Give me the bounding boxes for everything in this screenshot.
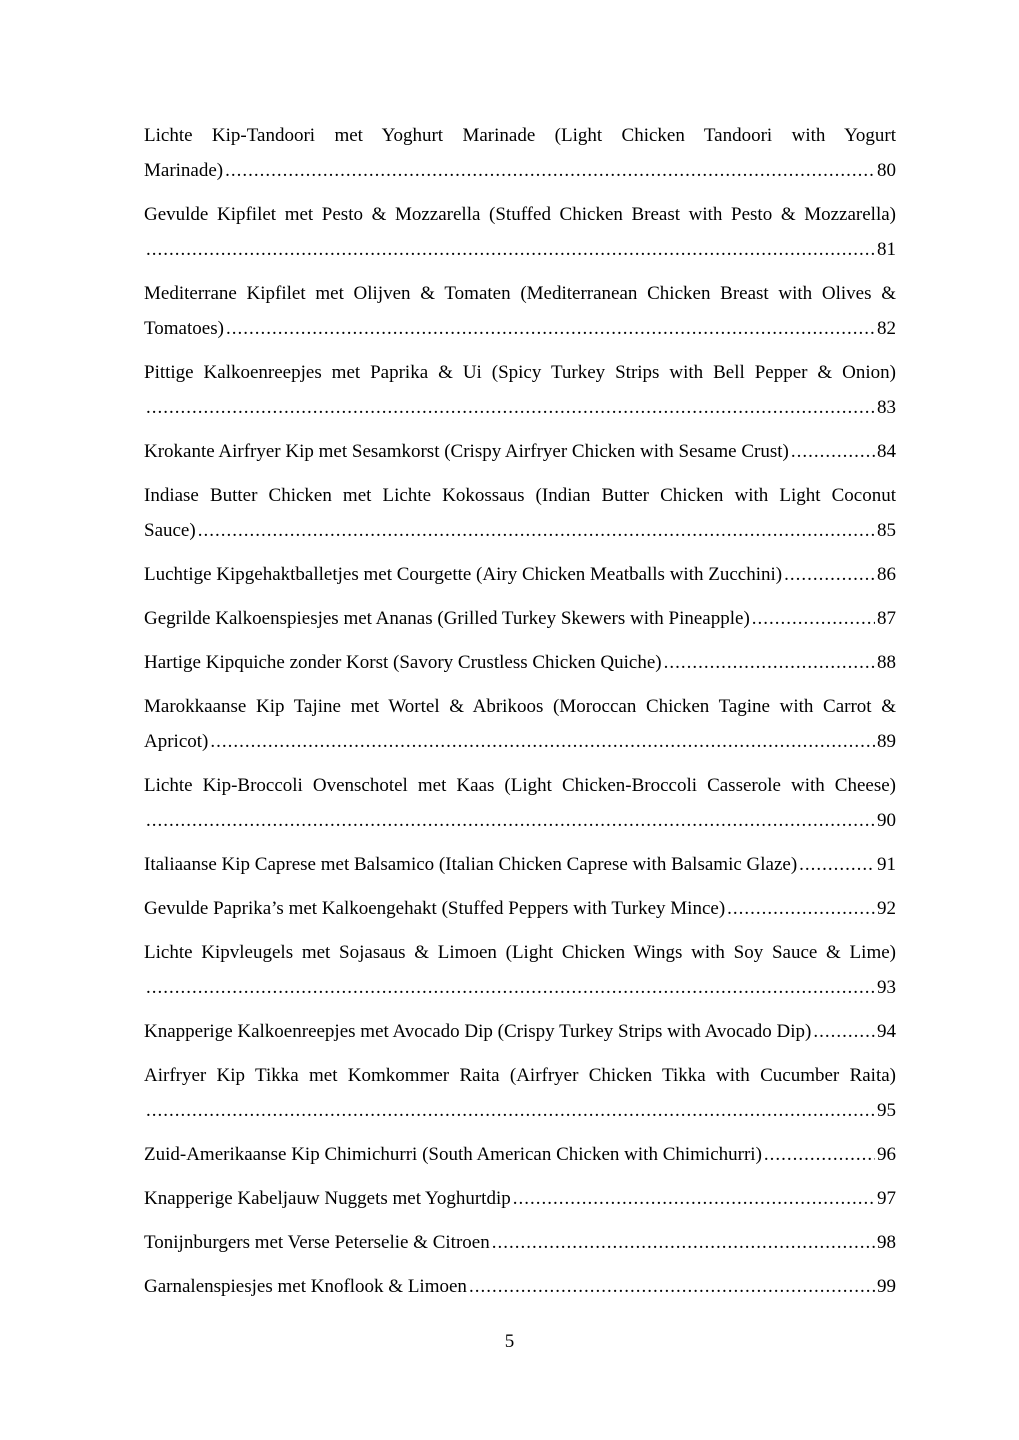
toc-page-number: 81: [877, 239, 896, 260]
toc-entry[interactable]: [144, 689, 896, 759]
toc-entry-title: Gevulde Paprika’s met Kalkoengehakt (Stuffed Peppers with Turkey Mince): [144, 898, 726, 919]
toc-page-number: 83: [877, 397, 896, 418]
dot-leader: [513, 1181, 875, 1216]
dot-leader: [492, 1225, 875, 1260]
dot-leader: [198, 513, 875, 548]
dot-leader: [146, 1093, 875, 1128]
toc-entry-title: Lichte Kip-Broccoli Ovenschotel met Kaas (Light Chicken-Broccoli Casserole with Cheese): [144, 775, 896, 796]
dot-leader: [664, 645, 875, 680]
toc-page-number: 91: [877, 854, 896, 875]
toc-entry[interactable]: [144, 276, 896, 346]
toc-page-number: 93: [877, 977, 896, 998]
toc-entry-title: Italiaanse Kip Caprese met Balsamico (Italian Chicken Caprese with Balsamic Glaze): [144, 854, 798, 875]
toc-entry-title: Indiase Butter Chicken met Lichte Kokossaus (Indian Butter Chicken with Light Coconut: [144, 485, 896, 506]
dot-leader: [799, 847, 875, 882]
toc-page-number: 80: [877, 160, 896, 181]
toc-entry-title-continued: Marinade): [144, 160, 224, 181]
toc-entry[interactable]: [144, 645, 896, 680]
dot-leader: [210, 724, 875, 759]
toc-page-number: 90: [877, 810, 896, 831]
toc-page-number: 96: [877, 1144, 896, 1165]
toc-entry[interactable]: [144, 557, 896, 592]
toc-page-number: 92: [877, 898, 896, 919]
toc-entry-title: Pittige Kalkoenreepjes met Paprika & Ui (Spicy Turkey Strips with Bell Pepper & Onion): [144, 362, 896, 383]
toc-entry[interactable]: [144, 478, 896, 548]
dot-leader: [146, 390, 875, 425]
dot-leader: [791, 434, 875, 469]
dot-leader: [146, 803, 875, 838]
toc-entry[interactable]: [144, 1269, 896, 1304]
toc-entry-title: Gegrilde Kalkoenspiesjes met Ananas (Grilled Turkey Skewers with Pineapple): [144, 608, 750, 629]
toc-entry-title: Airfryer Kip Tikka met Komkommer Raita (Airfryer Chicken Tikka with Cucumber Raita): [144, 1065, 896, 1086]
toc-entry-title: Zuid-Amerikaanse Kip Chimichurri (South American Chicken with Chimichurri): [144, 1144, 762, 1165]
toc-entry-title: Lichte Kipvleugels met Sojasaus & Limoen (Light Chicken Wings with Soy Sauce & Lime): [144, 942, 896, 963]
toc-entry-title: Knapperige Kabeljauw Nuggets met Yoghurtdip: [144, 1188, 511, 1209]
toc-entry-title: Garnalenspiesjes met Knoflook & Limoen: [144, 1276, 467, 1297]
toc-page-number: 98: [877, 1232, 896, 1253]
toc-entry-title: Luchtige Kipgehaktballetjes met Courgette (Airy Chicken Meatballs with Zucchini): [144, 564, 783, 585]
dot-leader: [226, 311, 875, 346]
dot-leader: [752, 601, 875, 636]
table-of-contents: [144, 118, 896, 1313]
toc-page-number: 94: [877, 1021, 896, 1042]
toc-entry[interactable]: [144, 768, 896, 838]
toc-entry[interactable]: [144, 355, 896, 425]
toc-entry[interactable]: [144, 1014, 896, 1049]
page-number: 5: [504, 1331, 515, 1352]
dot-leader: [146, 232, 875, 267]
toc-entry-title: Knapperige Kalkoenreepjes met Avocado Dip (Crispy Turkey Strips with Avocado Dip): [144, 1021, 812, 1042]
toc-entry[interactable]: [144, 434, 896, 469]
toc-entry-title-continued: Tomatoes): [144, 318, 224, 339]
dot-leader: [225, 153, 875, 188]
toc-entry[interactable]: [144, 1225, 896, 1260]
toc-page-number: 89: [877, 731, 896, 752]
toc-entry-title: Gevulde Kipfilet met Pesto & Mozzarella (Stuffed Chicken Breast with Pesto & Mozzarella): [144, 204, 896, 225]
toc-entry-title: Hartige Kipquiche zonder Korst (Savory Crustless Chicken Quiche): [144, 652, 662, 673]
toc-page-number: 85: [877, 520, 896, 541]
dot-leader: [784, 557, 875, 592]
toc-entry[interactable]: [144, 1137, 896, 1172]
toc-entry-title-continued: Apricot): [144, 731, 209, 752]
toc-entry[interactable]: [144, 847, 896, 882]
toc-entry[interactable]: [144, 118, 896, 188]
toc-entry-title: Tonijnburgers met Verse Peterselie & Citroen: [144, 1232, 490, 1253]
toc-entry-title: Mediterrane Kipfilet met Olijven & Tomaten (Mediterranean Chicken Breast with Olives &: [144, 283, 896, 304]
toc-page-number: 87: [877, 608, 896, 629]
toc-page-number: 99: [877, 1276, 896, 1297]
dot-leader: [764, 1137, 875, 1172]
toc-entry-title-continued: Sauce): [144, 520, 196, 541]
toc-entry-title: Marokkaanse Kip Tajine met Wortel & Abrikoos (Moroccan Chicken Tagine with Carrot &: [144, 696, 896, 717]
toc-entry[interactable]: [144, 1181, 896, 1216]
toc-page-number: 82: [877, 318, 896, 339]
dot-leader: [813, 1014, 875, 1049]
toc-page-number: 97: [877, 1188, 896, 1209]
toc-entry-title: Krokante Airfryer Kip met Sesamkorst (Crispy Airfryer Chicken with Sesame Crust): [144, 441, 789, 462]
toc-entry[interactable]: [144, 1058, 896, 1128]
toc-entry[interactable]: [144, 891, 896, 926]
toc-entry-title: Lichte Kip-Tandoori met Yoghurt Marinade (Light Chicken Tandoori with Yogurt: [144, 125, 896, 146]
dot-leader: [146, 970, 875, 1005]
toc-entry[interactable]: [144, 601, 896, 636]
toc-page-number: 86: [877, 564, 896, 585]
toc-page-number: 88: [877, 652, 896, 673]
dot-leader: [469, 1269, 875, 1304]
toc-entry[interactable]: [144, 197, 896, 267]
toc-page-number: 95: [877, 1100, 896, 1121]
toc-entry[interactable]: [144, 935, 896, 1005]
dot-leader: [727, 891, 875, 926]
toc-page-number: 84: [877, 441, 896, 462]
